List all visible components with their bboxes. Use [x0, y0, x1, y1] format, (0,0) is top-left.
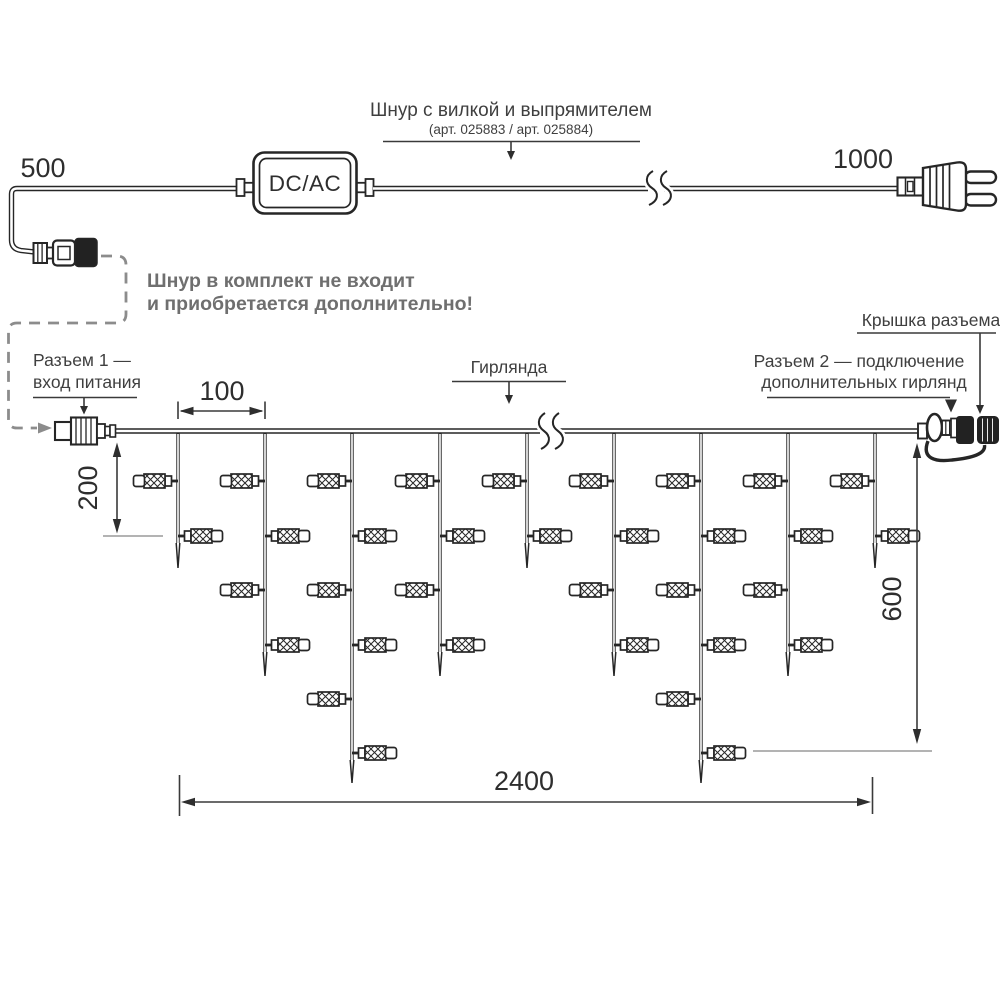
cap-label: Крышка разъема [861, 310, 1000, 330]
bulb-body [453, 638, 474, 652]
garland-main-wire [115, 413, 918, 449]
bulb-neck [688, 476, 695, 486]
connector2-arrow [945, 400, 957, 413]
bulb-body [365, 746, 386, 760]
bulb-body [888, 529, 909, 543]
bulb-neck [514, 476, 521, 486]
bulb-body [540, 529, 561, 543]
bulb-neck [775, 585, 782, 595]
bulb-neck [862, 476, 869, 486]
svg-text:2400: 2400 [493, 766, 555, 796]
connector1-label-line1: Разъем 1 — [33, 350, 131, 370]
bulb-neck [185, 531, 192, 541]
bulb-cap [483, 476, 494, 487]
bulb-neck [688, 585, 695, 595]
svg-text:100: 100 [199, 376, 245, 406]
bulb-cap [657, 694, 668, 705]
bulb-neck [775, 476, 782, 486]
bulb-cap [212, 531, 223, 542]
bulb-cap [822, 531, 833, 542]
bulb-cap [657, 476, 668, 487]
bulb-body [580, 583, 601, 597]
bulb-cap [561, 531, 572, 542]
strand-tip [699, 760, 703, 783]
bulb-cap [308, 694, 319, 705]
note-line2: и приобретается дополнительно! [147, 293, 474, 315]
bulb-cap [386, 748, 397, 759]
bulb-body [714, 638, 735, 652]
bulb-neck [339, 476, 346, 486]
bulb-body [841, 474, 862, 488]
strand-tip [176, 543, 180, 568]
dc-ac-adapter [237, 153, 374, 214]
bulb-neck [708, 531, 715, 541]
bulb-body [714, 746, 735, 760]
bulb-body [667, 474, 688, 488]
bulb-neck [621, 640, 628, 650]
bulb-body [365, 529, 386, 543]
dim-1000-label: 1000 [832, 144, 894, 174]
connector2-callout [754, 351, 967, 413]
connector2-label-line1: Разъем 2 — подключение [753, 351, 965, 371]
bulb-body [231, 583, 252, 597]
bulb-neck [252, 585, 259, 595]
bulb-cap [221, 476, 232, 487]
garland-connector-2 [918, 414, 999, 461]
bulb-body [406, 474, 427, 488]
bulb-cap [396, 476, 407, 487]
adapter-label: DC/AC [268, 171, 342, 196]
cord-break-mark [647, 171, 671, 205]
strand-tip [263, 652, 267, 676]
bulb-body [191, 529, 212, 543]
strand-tip [350, 760, 354, 783]
bulb-neck [427, 476, 434, 486]
bulb-cap [386, 640, 397, 651]
bulb-neck [447, 640, 454, 650]
bulb-cap [648, 531, 659, 542]
note-line1: Шнур в комплект не входит [147, 270, 415, 292]
dc-input-connector [34, 239, 98, 267]
bulb-neck [795, 640, 802, 650]
bulb-cap [474, 531, 485, 542]
bulb-body [754, 474, 775, 488]
svg-text:600: 600 [877, 576, 907, 622]
bulb-cap [474, 640, 485, 651]
bulb-body [627, 638, 648, 652]
bulb-body [365, 638, 386, 652]
bulb-cap [735, 531, 746, 542]
bulb-body [318, 474, 339, 488]
bulb-body [278, 638, 299, 652]
bulb-body [801, 638, 822, 652]
dim-500-label: 500 [20, 153, 66, 183]
garland-connector-1 [55, 418, 116, 445]
bulb-cap [221, 585, 232, 596]
garland-arrow [505, 395, 513, 404]
garland-label: Гирлянда [470, 357, 548, 377]
bulb-cap [744, 585, 755, 596]
bulb-cap [299, 531, 310, 542]
bulb-body [801, 529, 822, 543]
dashed-optional-cord-path [9, 256, 127, 428]
svg-text:200: 200 [73, 465, 103, 511]
dashed-path-arrow [38, 423, 52, 434]
bulb-neck [165, 476, 172, 486]
bulb-body [406, 583, 427, 597]
bulb-body [144, 474, 165, 488]
bulb-cap [386, 531, 397, 542]
connector-cap [978, 417, 999, 444]
bulb-neck [359, 531, 366, 541]
bulb-neck [447, 531, 454, 541]
strand-tip [873, 543, 877, 568]
bulb-neck [708, 640, 715, 650]
bulb-body [714, 529, 735, 543]
bulb-neck [359, 640, 366, 650]
bulb-neck [339, 694, 346, 704]
bulb-body [453, 529, 474, 543]
strand-tip [786, 652, 790, 676]
bulb-body [231, 474, 252, 488]
bulb-cap [308, 476, 319, 487]
bulb-cap [909, 531, 920, 542]
bulb-cap [308, 585, 319, 596]
bulb-cap [735, 640, 746, 651]
bulb-body [278, 529, 299, 543]
connector2-loop-wire [926, 441, 984, 461]
cord-title: Шнур с вилкой и выпрямителем [370, 100, 652, 121]
bulb-neck [601, 476, 608, 486]
bulb-cap [570, 476, 581, 487]
bulb-body [580, 474, 601, 488]
connector1-arrow [80, 406, 88, 415]
garland-callout [452, 357, 566, 404]
bulb-neck [621, 531, 628, 541]
bulb-neck [688, 694, 695, 704]
icicle-strands [134, 431, 920, 783]
dim-100 [178, 376, 265, 419]
strand-tip [612, 652, 616, 676]
bulb-cap [570, 585, 581, 596]
bulb-cap [299, 640, 310, 651]
strand-tip [438, 652, 442, 676]
cord-articles: (арт. 025883 / арт. 025884) [428, 122, 594, 137]
bulb-neck [601, 585, 608, 595]
bulb-body [754, 583, 775, 597]
dim-200 [73, 443, 163, 537]
bulb-body [667, 583, 688, 597]
bulb-cap [134, 476, 145, 487]
bulb-body [493, 474, 514, 488]
bulb-cap [822, 640, 833, 651]
bulb-cap [831, 476, 842, 487]
power-plug [898, 162, 997, 210]
bulb-cap [648, 640, 659, 651]
bulb-cap [657, 585, 668, 596]
bulb-neck [534, 531, 541, 541]
bulb-neck [272, 531, 279, 541]
bulb-body [627, 529, 648, 543]
connector1-label-line2: вход питания [33, 372, 141, 392]
bulb-neck [272, 640, 279, 650]
bulb-body [667, 692, 688, 706]
bulb-body [318, 583, 339, 597]
garland-break-mark [539, 413, 563, 449]
bulb-neck [795, 531, 802, 541]
connector1-callout [33, 350, 141, 415]
bulb-neck [882, 531, 889, 541]
bulb-cap [744, 476, 755, 487]
bulb-neck [708, 748, 715, 758]
bulb-body [318, 692, 339, 706]
bulb-neck [359, 748, 366, 758]
dim-2400 [180, 766, 873, 816]
bulb-neck [252, 476, 259, 486]
connector2-label-line2: дополнительных гирлянд [761, 372, 967, 392]
cord-title-arrow [507, 151, 515, 160]
bulb-neck [427, 585, 434, 595]
cord-title-callout [370, 100, 652, 160]
bulb-cap [396, 585, 407, 596]
cap-arrow [976, 405, 984, 414]
strand-tip [525, 543, 529, 568]
dim-600 [753, 443, 932, 751]
bulb-neck [339, 585, 346, 595]
bulb-cap [735, 748, 746, 759]
